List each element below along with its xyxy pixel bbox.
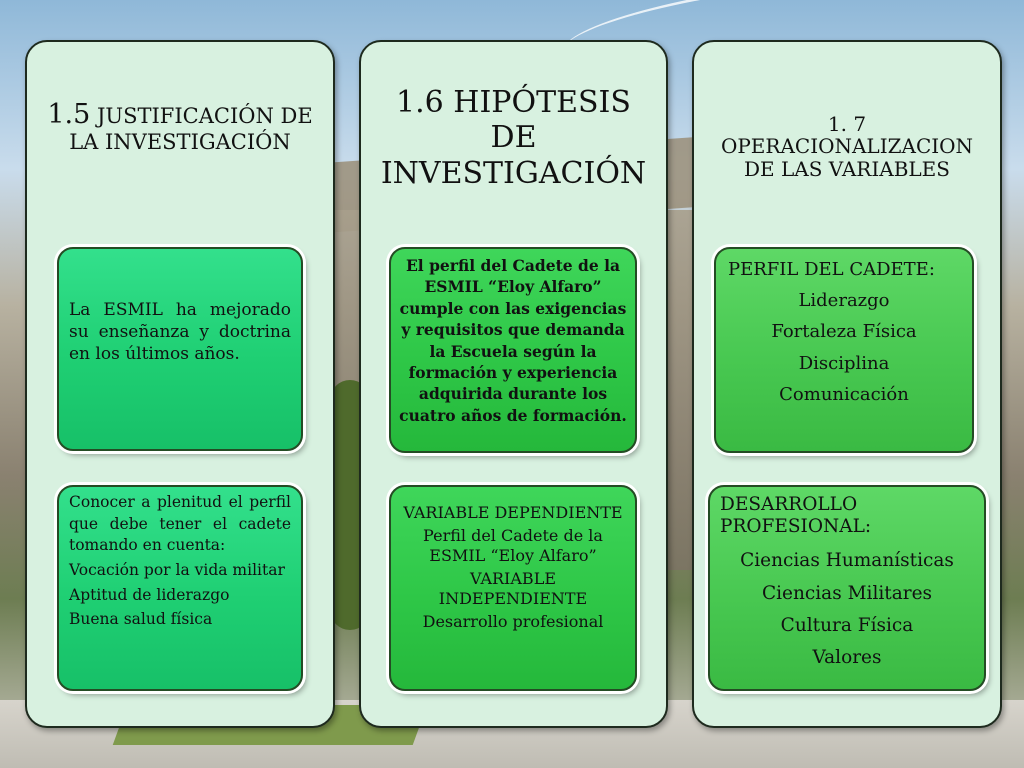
variables-box (389, 485, 637, 691)
box-paragraph: Buena salud física (69, 610, 213, 629)
box-paragraph: Desarrollo profesional (422, 612, 604, 631)
hypothesis-box (389, 247, 637, 453)
panel-heading (371, 85, 656, 191)
panel-operacionalizacion (692, 40, 1002, 728)
justification-box (57, 247, 303, 451)
heading-line: 1. 7 (827, 112, 867, 136)
justification-text: La ESMIL ha mejorado su enseñanza y doctrina en los últimos años. (69, 300, 291, 365)
box-paragraph: VARIABLE INDEPENDIENTE (438, 569, 588, 608)
heading-number: 1.5 (47, 99, 91, 130)
panel-heading (704, 113, 990, 180)
heading-text: JUSTIFICACIÓN DE LA INVESTIGACIÓN (69, 104, 313, 155)
box-item: Fortaleza Física (771, 321, 917, 343)
box-item: Ciencias Humanísticas (740, 550, 954, 572)
panel-hipotesis (359, 40, 668, 728)
box-item: Comunicación (779, 383, 909, 405)
box-item: Cultura Física (780, 614, 914, 636)
box-paragraph: Perfil del Cadete de la ESMIL “Eloy Alfaro” (423, 526, 603, 565)
panel-justificacion (25, 40, 335, 728)
box-paragraph: VARIABLE DEPENDIENTE (403, 503, 623, 522)
heading-line: INVESTIGACIÓN (380, 155, 647, 191)
cadet-profile-box (57, 485, 303, 691)
box-paragraph: Aptitud de liderazgo (69, 585, 230, 604)
box-item: Disciplina (798, 352, 890, 374)
cadet-profile-variables-box (714, 247, 974, 453)
box-title: PERFIL DEL CADETE: (728, 259, 935, 280)
box-item: Valores (812, 646, 882, 668)
heading-line: OPERACIONALIZACION DE LAS VARIABLES (720, 134, 974, 181)
box-item: Ciencias Militares (761, 582, 933, 604)
box-paragraph: Conocer a plenitud el perfil que debe tener el cadete tomando en cuenta: (69, 493, 291, 555)
hypothesis-text: El perfil del Cadete de la ESMIL “Eloy Alfaro” cumple con las exigencias y requisitos que demanda la Escuela según la formación y experiencia adquirida durante los cuatro años de formación. (399, 256, 627, 425)
panel-heading (37, 99, 323, 154)
heading-line: DE (490, 120, 537, 156)
heading-line: 1.6 HIPÓTESIS (396, 85, 631, 120)
professional-development-box (708, 485, 986, 691)
box-title: DESARROLLO PROFESIONAL: (720, 494, 872, 538)
box-item: Liderazgo (798, 290, 890, 312)
box-paragraph: Vocación por la vida militar (69, 561, 285, 580)
